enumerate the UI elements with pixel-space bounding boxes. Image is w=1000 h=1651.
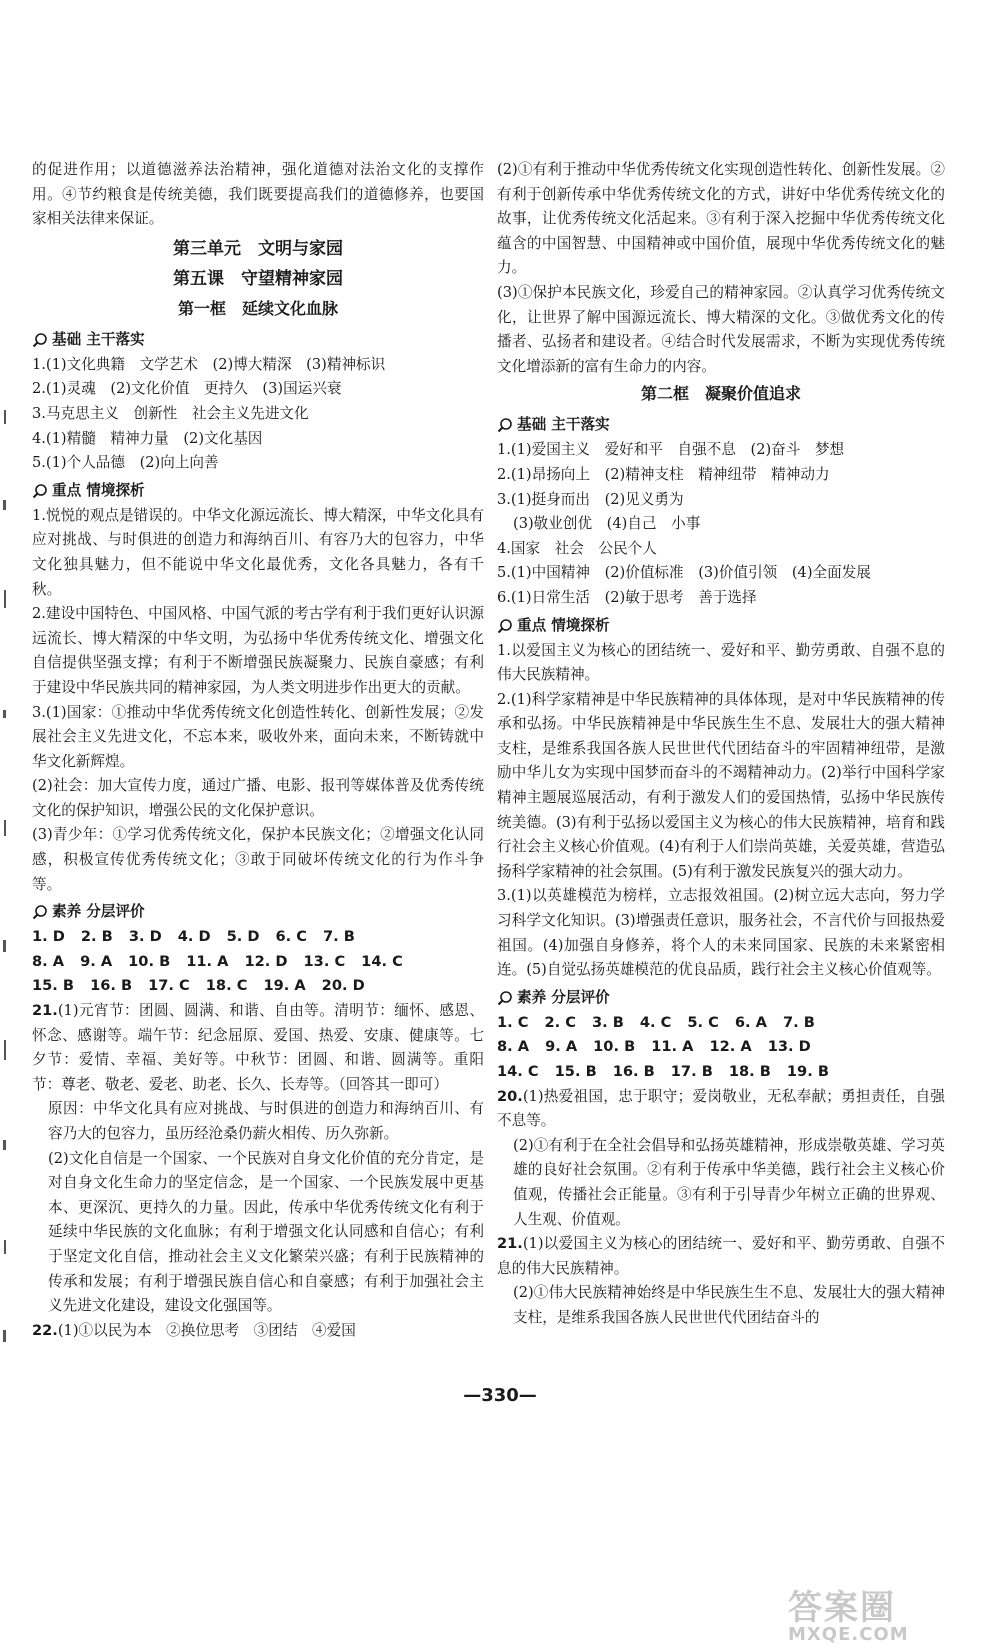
answer: 3. D xyxy=(128,928,162,946)
answer-text: (1)①以民为本 ②换位思考 ③团结 ④爱国 xyxy=(57,1321,356,1339)
list-item: 5.(1)个人品德 (2)向上向善 xyxy=(32,454,219,472)
answer: 6. A xyxy=(734,1013,767,1031)
answer: 12. A xyxy=(709,1038,752,1056)
left-intro: 的促进作用；以道德滋养法治精神，强化道德对法治文化的支撑作用。④节约粮食是传统美德，我们既要提高我们的道德修养，也要国家相关法律来保证。 xyxy=(32,161,484,228)
answer-text: (1)热爱祖国，忠于职守；爱岗敬业，无私奉献；勇担责任，自强不息等。 xyxy=(497,1087,945,1130)
answer-text: (2)文化自信是一个国家、一个民族对自身文化价值的充分肯定，是对自身文化生命力的坚定信念，是一个国家、一个民族发展中更基本、更深沉、更持久的力量。因此，传承中华优秀传统文化有利于延续中华民族的文化血脉；有利于增强文化认同感和自信心；有利于坚定文化自信，推动社会主义文化繁荣兴盛；有利于民族精神的传承和发展；有利于增强民族自信心和自豪感；有利于加强社会主义先进文化建设，建设文化强国等。 xyxy=(48,1149,484,1315)
section-heading-basics xyxy=(497,413,945,437)
answer-row xyxy=(497,1011,945,1036)
answer: 16. B xyxy=(90,977,133,995)
unit-title: 第三单元 文明与家园 xyxy=(173,238,343,259)
answer: 12. D xyxy=(244,952,288,970)
list-item: 6.(1)日常生活 (2)敏于思考 善于选择 xyxy=(497,588,757,606)
answer-row xyxy=(497,1035,945,1060)
answer-text: 原因：中华文化具有应对挑战、与时俱进的创造力和海纳百川、有容乃大的包容力，虽历经沧桑仍薪火相传、历久弥新。 xyxy=(48,1100,484,1142)
list-item: 5.(1)中国精神 (2)价值标准 (3)价值引领 (4)全面发展 xyxy=(497,564,871,582)
answer: 2. C xyxy=(544,1013,576,1031)
answer: 10. B xyxy=(128,952,171,970)
answer-row xyxy=(32,950,484,975)
answer: 15. B xyxy=(554,1063,597,1080)
frame-title-1: 第一框 延续文化血脉 xyxy=(177,298,338,318)
list-item: 3.(1)以英雄模范为榜样，立志报效祖国。(2)树立远大志向，努力学习科学文化知识。(3)增强责任意识，服务社会，不言代价与回报热爱祖国。(4)加强自身修养，将个人的未来同国家、民族的未来紧密相连。(5)自觉弘扬英雄模范的优良品质，践行社会主义核心价值观等。 xyxy=(497,887,945,979)
question-21 xyxy=(497,1232,945,1281)
answer-row xyxy=(32,974,484,999)
right-column xyxy=(497,158,945,1331)
answer: 9. A xyxy=(80,952,113,970)
page-number: —330— xyxy=(463,1385,537,1406)
answer: 19. B xyxy=(786,1063,829,1080)
answer: 14. C xyxy=(361,952,403,970)
answer: 5. C xyxy=(687,1013,719,1031)
watermark-url: MXQE.COM xyxy=(788,1624,909,1645)
list-item: (3)青少年：①学习优秀传统文化，保护本民族文化；②增强文化认同感，积极宣传优秀传统文化；③敢于同破坏传统文化的行为作斗争等。 xyxy=(32,826,484,893)
answer-row xyxy=(32,925,484,950)
answer: 1. D xyxy=(32,928,65,946)
answer: 7. B xyxy=(323,928,355,946)
section-heading-label: 基础 主干落实 xyxy=(517,416,610,434)
binding-edge-marks xyxy=(0,380,12,1380)
magnifier-icon xyxy=(497,417,513,433)
section-heading-label: 重点 情境探析 xyxy=(52,481,145,499)
answer: 17. B xyxy=(670,1063,713,1080)
answer: 5. D xyxy=(226,928,260,946)
list-item: 1.(1)文化典籍 文学艺术 (2)博大精深 (3)精神标识 xyxy=(32,355,386,373)
magnifier-icon xyxy=(497,618,513,634)
list-item: 4.国家 社会 公民个人 xyxy=(497,539,657,557)
answer: 11. A xyxy=(186,952,229,970)
answer: 6. C xyxy=(275,928,308,946)
section-heading-evaluation xyxy=(497,986,945,1010)
answer: 13. C xyxy=(303,952,346,970)
right-intro: (3)①保护本民族文化，珍爱自己的精神家园。②认真学习优秀传统文化，让世界了解中国源远流长、博大精深的文化。③做优秀文化的传播者、弘扬者和建设者。④结合时代发展需求，不断为实现优秀传统文化增添新的富有生命力的内容。 xyxy=(497,283,945,375)
section-heading-basics xyxy=(32,328,484,352)
question-number: 22. xyxy=(32,1321,58,1339)
lesson-title: 第五课 守望精神家园 xyxy=(173,268,343,289)
answer-row xyxy=(497,1060,945,1085)
answer: 10. B xyxy=(593,1038,636,1056)
list-item: 2.建设中国特色、中国风格、中国气派的考古学有利于我们更好认识源远流长、博大精深的中华文明，为弘扬中华优秀传统文化、增强文化自信提供坚强支撑；有利于不断增强民族凝聚力、民族自豪感；有利于建设中华民族共同的精神家园，为人类文明进步作出更大的贡献。 xyxy=(32,605,484,696)
answer-text: (2)①伟大民族精神始终是中华民族生生不息、发展壮大的强大精神支柱，是维系我国各族人民世世代代团结奋斗的 xyxy=(513,1284,945,1326)
frame-title-2: 第二框 凝聚价值追求 xyxy=(640,384,801,404)
list-item: 1.悦悦的观点是错误的。中华文化源远流长、博大精深，中华文化具有应对挑战、与时俱进的创造力和海纳百川、有容乃大的包容力，中华文化独具魅力，但不能说中华文化最优秀，文化各具魅力，各有千秋。 xyxy=(32,506,484,598)
answer: 3. B xyxy=(592,1013,624,1031)
question-number: 21. xyxy=(32,1002,58,1020)
magnifier-icon xyxy=(497,990,513,1006)
list-item: 3.(1)挺身而出 (2)见义勇为 xyxy=(497,490,684,508)
answer: 18. B xyxy=(728,1063,771,1080)
list-item: 2.(1)科学家精神是中华民族精神的具体体现，是对中华民族精神的传承和弘扬。中华民族精神是中华民族生生不息、发展壮大的强大精神支柱，是维系我国各族人民世世代代团结奋斗的牢固精神纽带，是激励中华儿女为实现中国梦而奋斗的不竭精神动力。(2)举行中国科学家精神主题展巡展活动，有利于激发人们的爱国热情，弘扬中华民族传统美德。(3)有利于弘扬以爱国主义为核心的伟大民族精神，培育和践行社会主义核心价值观。(4)有利于人们崇尚英雄，关爱英雄，营造弘扬科学家精神的社会氛围。(5)有利于激发民族复兴的强大动力。 xyxy=(497,690,945,880)
list-item: 3.马克思主义 创新性 社会主义先进文化 xyxy=(32,404,309,422)
question-20 xyxy=(497,1085,945,1134)
answer: 4. C xyxy=(639,1013,672,1031)
answer: 1. C xyxy=(497,1013,529,1031)
right-intro: (2)①有利于推动中华优秀传统文化实现创造性转化、创新性发展。②有利于创新传承中华优秀传统文化的方式，讲好中华优秀传统文化的故事，让优秀传统文化活起来。③有利于深入挖掘中华优秀传统文化蕴含的中国智慧、中国精神或中国价值，展现中华优秀传统文化的魅力。 xyxy=(497,161,945,277)
list-item: 3.(1)国家：①推动中华优秀传统文化创造性转化、创新性发展；②发展社会主义先进文化，不忘本来，吸收外来，面向未来，不断铸就中华文化新辉煌。 xyxy=(32,703,484,770)
list-item: 4.(1)精髓 精神力量 (2)文化基因 xyxy=(32,429,263,447)
answer: 9. A xyxy=(545,1038,578,1056)
left-column xyxy=(32,158,484,1343)
list-item: (3)敬业创优 (4)自己 小事 xyxy=(513,515,701,533)
answer-text: (1)以爱国主义为核心的团结统一、爱好和平、勤劳勇敢、自强不息的伟大民族精神。 xyxy=(497,1235,945,1277)
answer: 8. A xyxy=(32,952,65,970)
answer: 13. D xyxy=(767,1038,811,1056)
watermark-text: 答案圈 xyxy=(788,1588,896,1628)
watermark-logo xyxy=(788,1590,988,1646)
question-number: 20. xyxy=(497,1087,523,1105)
answer: 20. D xyxy=(321,977,365,995)
question-22 xyxy=(32,1319,484,1344)
section-heading-key-points xyxy=(32,479,484,503)
answer: 11. A xyxy=(651,1038,694,1056)
answer: 4. D xyxy=(177,928,211,946)
section-heading-label: 素养 分层评价 xyxy=(517,988,610,1006)
list-item: 2.(1)灵魂 (2)文化价值 更持久 (3)国运兴衰 xyxy=(32,380,342,398)
magnifier-icon xyxy=(32,332,48,348)
answer: 8. A xyxy=(497,1038,530,1056)
section-heading-evaluation xyxy=(32,900,484,924)
question-21 xyxy=(32,999,484,1097)
list-item: 1.(1)爱国主义 爱好和平 自强不息 (2)奋斗 梦想 xyxy=(497,441,845,459)
list-item: (2)社会：加大宣传力度，通过广播、电影、报刊等媒体普及优秀传统文化的保护知识，增强公民的文化保护意识。 xyxy=(32,777,484,819)
answer: 14. C xyxy=(497,1063,539,1080)
list-item: 2.(1)昂扬向上 (2)精神支柱 精神纽带 精神动力 xyxy=(497,465,830,483)
answer: 2. B xyxy=(80,928,113,946)
answer: 16. B xyxy=(612,1063,655,1080)
list-item: 1.以爱国主义为核心的团结统一、爱好和平、勤劳勇敢、自强不息的伟大民族精神。 xyxy=(497,641,945,684)
section-heading-label: 素养 分层评价 xyxy=(52,903,145,921)
section-heading-key-points xyxy=(497,614,945,638)
answer: 17. C xyxy=(148,977,190,995)
answer-text: (2)①有利于在全社会倡导和弘扬英雄精神，形成崇敬英雄、学习英雄的良好社会氛围。②有利于传承中华美德，践行社会主义核心价值观，传播社会正能量。③有利于引导青少年树立正确的世界观、人生观、价值观。 xyxy=(513,1136,945,1228)
answer: 19. A xyxy=(263,977,306,995)
magnifier-icon xyxy=(32,904,48,920)
question-number: 21. xyxy=(497,1235,523,1253)
answer: 15. B xyxy=(32,977,75,995)
answer-text: (1)元宵节：团圆、圆满、和谐、自由等。清明节：缅怀、感恩、怀念、感谢等。端午节：纪念屈原、爱国、热爱、安康、健康等。七夕节：爱情、幸福、美好等。中秋节：团圆、和谐、圆满等。重阳节：尊老、敬老、爱老、助老、长久、长寿等。（回答其一即可） xyxy=(32,1002,484,1093)
answer: 18. C xyxy=(205,977,248,995)
section-heading-label: 重点 情境探析 xyxy=(517,616,610,634)
magnifier-icon xyxy=(32,483,48,499)
section-heading-label: 基础 主干落实 xyxy=(52,330,145,348)
answer: 7. B xyxy=(782,1013,815,1031)
